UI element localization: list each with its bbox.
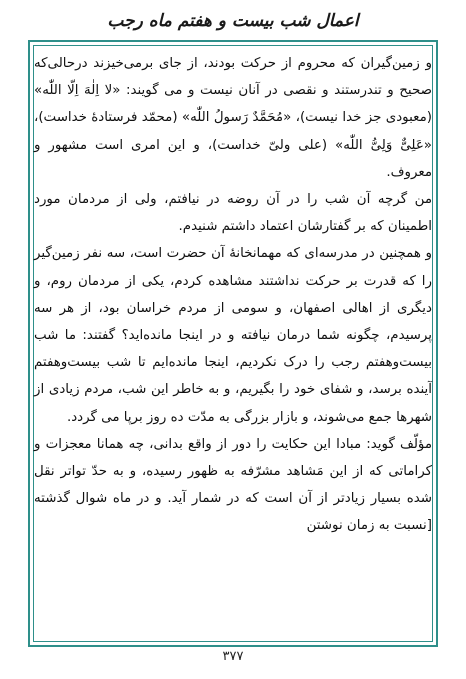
page-header-title: اعمال شب بیست و هفتم ماه رجب (107, 11, 359, 31)
page-number: ۳۷۷ (222, 649, 244, 664)
paragraph-1: و زمین‌گیران که محروم از حرکت بودند، از جای برمی‌خیزند درحالی‌که صحیح و تندرستند و نقصی در آنان نیست و می گویند: «لا اِلٰهَ اِلّا اللّٰه» (معبودی جز خدا نیست)، «مُحَمَّدٌ رَسولُ اللّٰه» (محمّد فرستادهٔ خداست)، «عَلِیٌّ وَلِیُّ اللّٰه» (علی ولیّ خداست)، و این امری است مشهور و معروف. (34, 56, 432, 180)
paragraph-4: مؤلّف گوید: مبادا این حکایت را دور از واقع بدانی، چه همانا معجزات و کراماتی که از این مَشاهد مشرّفه به ظهور رسیده، و به حدّ تواتر نقل شده بسیار زیادتر از آن است که در شمار آید. و در ماه شوال گذشته [نسبت به زمان نوشتن (34, 436, 432, 534)
paragraph-2: من گرچه آن شب را در آن روضه در نیافتم، ولی از مردمان مورد اطمینان که بر گفتارشان اعتماد داشتم شنیدم. (34, 192, 432, 235)
page-body-text (34, 50, 432, 540)
paragraph-3: و همچنین در مدرسه‌ای که مهمانخانهٔ آن حضرت است، سه نفر زمین‌گیر را که قدرت بر حرکت نداشتند مشاهده کردم، یکی از مردمان روم، و دیگری از اهالی اصفهان، و سومی از مردم خراسان بود، از هر سه پرسیدم، چگونه شما درمان نیافته و در اینجا مانده‌اید؟ گفتند: ما شب بیست‌وهفتم رجب را درک نکردیم، اینجا مانده‌ایم تا شب بیست‌وهفتم آینده برسد، و شفای خود را بگیریم، و به خاطر این شب، مردم زیادی از شهرها جمع می‌شوند، و بازار بزرگی به مدّت ده روز برپا می گردد. (34, 246, 432, 425)
